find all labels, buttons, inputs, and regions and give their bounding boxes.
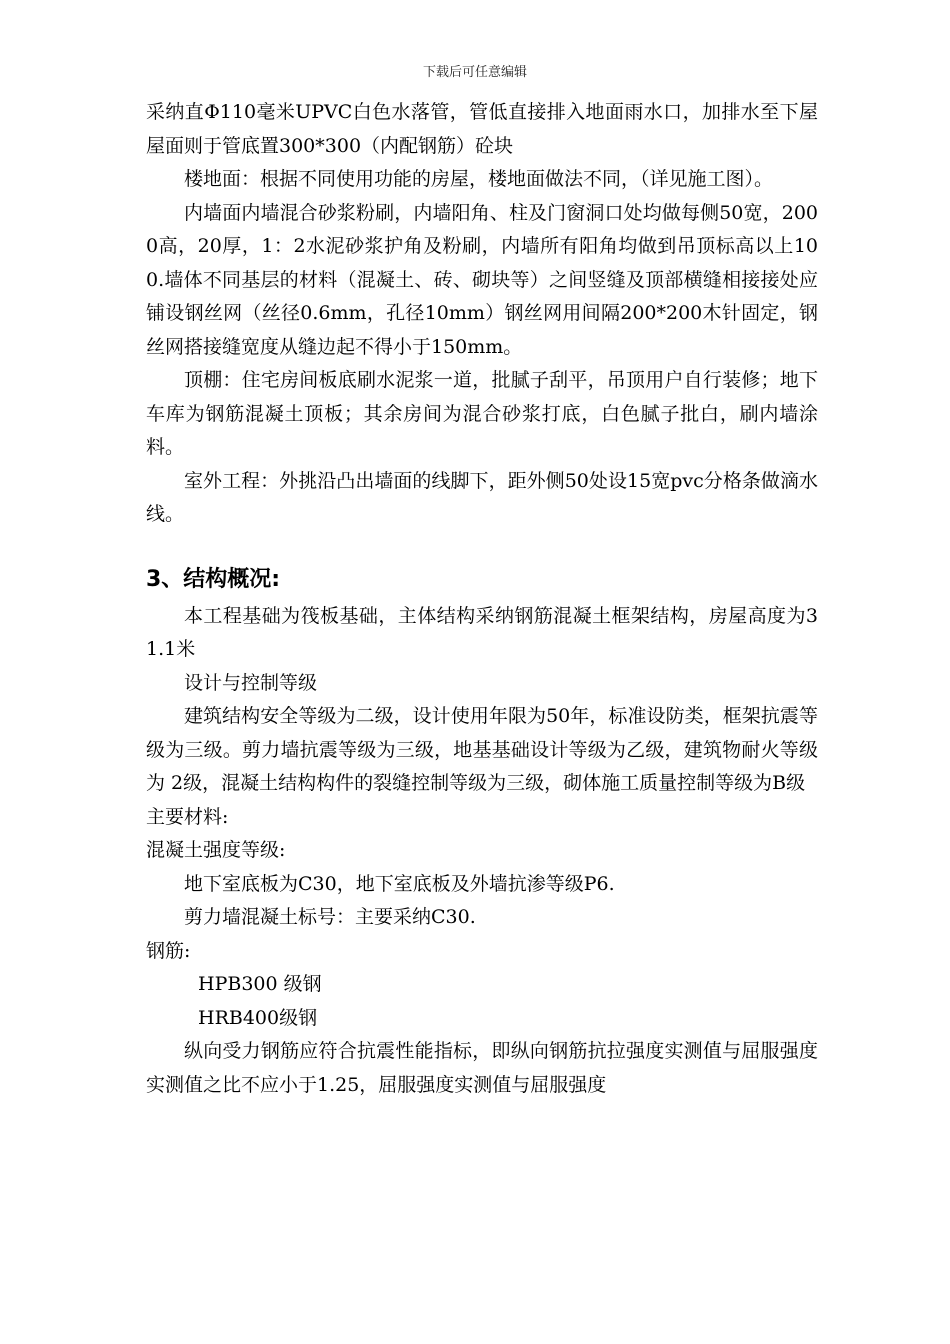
paragraph-downpipe: 采纳直Φ110毫米UPVC白色水落管，管低直接排入地面雨水口，加排水至下屋屋面则于管底置300*300（内配钢筋）砼块	[146, 101, 818, 157]
paragraph-floor: 楼地面：根据不同使用功能的房屋，楼地面做法不同，（详见施工图）。	[184, 168, 774, 190]
paragraph-grades: 建筑结构安全等级为二级，设计使用年限为50年，标准设防类，框架抗震等级为三级。剪力墙抗震等级为三级，地基基础设计等级为乙级，建筑物耐火等级为 2级，混凝土结构构件的裂缝控制等级为三级，砌体施工质量控制等级为B级	[146, 705, 818, 794]
paragraph-foundation: 本工程基础为筏板基础，主体结构采纳钢筋混凝土框架结构，房屋高度为31.1米	[146, 604, 818, 660]
paragraph-exterior: 室外工程：外挑沿凸出墙面的线脚下，距外侧50处设15宽pvc分格条做滴水线。	[146, 469, 818, 525]
paragraph-design-grade-title: 设计与控制等级	[184, 671, 318, 694]
paragraph-basement-slab: 地下室底板为C30，地下室底板及外墙抗渗等级P6.	[184, 872, 615, 895]
page-header-note: 下载后可任意编辑	[422, 65, 527, 80]
section-heading-structure: 3、结构概况:	[146, 566, 281, 592]
paragraph-interior-wall: 内墙面内墙混合砂浆粉刷，内墙阳角、柱及门窗洞口处均做每侧50宽，2000高，20厚，1：2水泥砂浆护角及粉刷，内墙所有阳角均做到吊顶标高以上100.墙体不同基层的材料（混凝土、砖、砌块等）之间竖缝及顶部横缝相接接处应铺设钢丝网（丝径0.6mm，孔径10mm）钢丝网用间隔200*200木针固定，钢丝网搭接缝宽度从缝边起不得小于150mm。	[146, 201, 818, 358]
paragraph-rebar-requirement: 纵向受力钢筋应符合抗震性能指标，即纵向钢筋抗拉强度实测值与屈服强度实测值之比不应小于1.25，屈服强度实测值与屈服强度	[146, 1040, 818, 1096]
paragraph-rebar-title: 钢筋:	[146, 939, 191, 962]
paragraph-hpb300: HPB300 级钢	[198, 973, 322, 995]
paragraph-ceiling: 顶棚：住宅房间板底刷水泥浆一道，批腻子刮平，吊顶用户自行装修；地下车库为钢筋混凝土顶板；其余房间为混合砂浆打底，白色腻子批白，刷内墙涂料。	[146, 369, 818, 458]
paragraph-hrb400: HRB400级钢	[198, 1006, 318, 1029]
paragraph-concrete-grade: 混凝土强度等级:	[146, 839, 286, 861]
document-body	[146, 96, 818, 1102]
paragraph-main-materials: 主要材料:	[146, 805, 229, 828]
paragraph-shear-wall: 剪力墙混凝土标号：主要采纳C30.	[184, 906, 476, 928]
